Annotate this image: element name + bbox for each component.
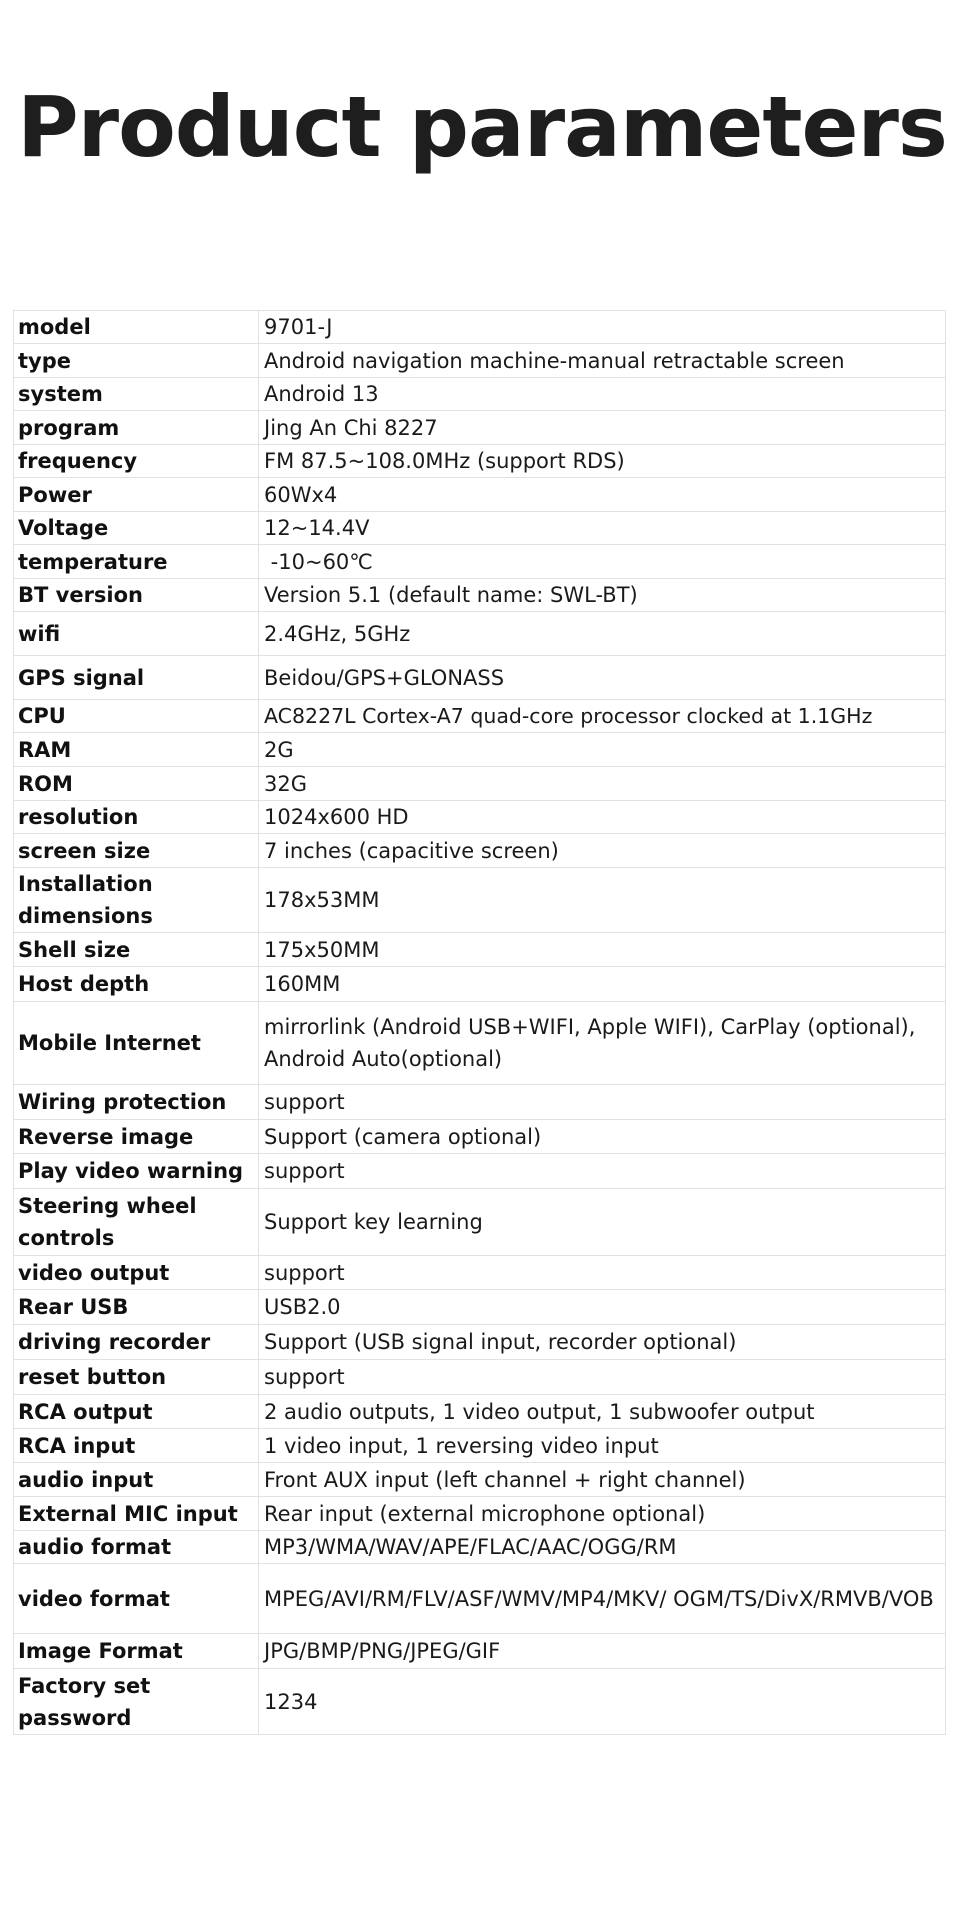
param-value: 1024x600 HD	[259, 801, 946, 834]
param-value: Jing An Chi 8227	[259, 411, 946, 445]
param-label: program	[14, 411, 259, 445]
param-value: 2 audio outputs, 1 video output, 1 subwoofer output	[259, 1395, 946, 1429]
param-value: 160MM	[259, 967, 946, 1002]
param-label: Steering wheel controls	[14, 1189, 259, 1256]
table-row	[14, 1634, 946, 1669]
param-label: Power	[14, 478, 259, 512]
param-label: model	[14, 311, 259, 344]
param-label: Installation dimensions	[14, 868, 259, 933]
table-row	[14, 1564, 946, 1634]
param-label: video format	[14, 1564, 259, 1634]
param-value: Android navigation machine-manual retractable screen	[259, 344, 946, 378]
param-label: Shell size	[14, 933, 259, 967]
table-row	[14, 700, 946, 733]
param-label: Voltage	[14, 512, 259, 545]
param-value: Support (camera optional)	[259, 1120, 946, 1154]
table-row	[14, 612, 946, 656]
param-label: RCA output	[14, 1395, 259, 1429]
param-value: 1 video input, 1 reversing video input	[259, 1429, 946, 1463]
page-title: Product parameters	[17, 78, 947, 176]
param-label: Image Format	[14, 1634, 259, 1669]
table-row	[14, 656, 946, 700]
param-value: support	[259, 1154, 946, 1189]
table-row	[14, 933, 946, 967]
param-label: wifi	[14, 612, 259, 656]
table-row	[14, 1154, 946, 1189]
param-value: USB2.0	[259, 1290, 946, 1325]
table-row	[14, 478, 946, 512]
table-row	[14, 834, 946, 868]
param-label: audio input	[14, 1463, 259, 1497]
table-row	[14, 311, 946, 344]
param-label: video output	[14, 1256, 259, 1290]
param-value: 12~14.4V	[259, 512, 946, 545]
param-label: type	[14, 344, 259, 378]
table-row	[14, 1120, 946, 1154]
param-label: temperature	[14, 545, 259, 579]
param-value: 2G	[259, 733, 946, 767]
param-label: RAM	[14, 733, 259, 767]
table-row	[14, 733, 946, 767]
table-row	[14, 1463, 946, 1497]
param-value: MP3/WMA/WAV/APE/FLAC/AAC/OGG/RM	[259, 1531, 946, 1564]
table-row	[14, 579, 946, 612]
param-value: support	[259, 1256, 946, 1290]
param-label: Wiring protection	[14, 1085, 259, 1120]
param-value: 7 inches (capacitive screen)	[259, 834, 946, 868]
table-row	[14, 1395, 946, 1429]
param-value: Support (USB signal input, recorder optional)	[259, 1325, 946, 1360]
param-label: reset button	[14, 1360, 259, 1395]
param-value: Version 5.1 (default name: SWL-BT)	[259, 579, 946, 612]
param-value: AC8227L Cortex-A7 quad-core processor clocked at 1.1GHz	[259, 700, 946, 733]
param-value: Beidou/GPS+GLONASS	[259, 656, 946, 700]
param-label: External MIC input	[14, 1497, 259, 1531]
param-value: mirrorlink (Android USB+WIFI, Apple WIFI), CarPlay (optional), Android Auto(optional)	[259, 1002, 946, 1085]
param-label: Reverse image	[14, 1120, 259, 1154]
param-label: BT version	[14, 579, 259, 612]
table-row	[14, 1002, 946, 1085]
param-label: audio format	[14, 1531, 259, 1564]
param-label: GPS signal	[14, 656, 259, 700]
param-value: 1234	[259, 1669, 946, 1735]
spec-table	[13, 310, 946, 1735]
param-value: 175x50MM	[259, 933, 946, 967]
table-row	[14, 1189, 946, 1256]
table-row	[14, 1325, 946, 1360]
table-row	[14, 545, 946, 579]
table-row	[14, 967, 946, 1002]
param-value: 2.4GHz, 5GHz	[259, 612, 946, 656]
table-row	[14, 344, 946, 378]
table-row	[14, 1531, 946, 1564]
param-value: MPEG/AVI/RM/FLV/ASF/WMV/MP4/MKV/ OGM/TS/DivX/RMVB/VOB	[259, 1564, 946, 1634]
table-row	[14, 1085, 946, 1120]
param-label: system	[14, 378, 259, 411]
param-value: Rear input (external microphone optional)	[259, 1497, 946, 1531]
table-row	[14, 1290, 946, 1325]
param-value: JPG/BMP/PNG/JPEG/GIF	[259, 1634, 946, 1669]
param-label: Mobile Internet	[14, 1002, 259, 1085]
param-value: 60Wx4	[259, 478, 946, 512]
param-label: resolution	[14, 801, 259, 834]
param-label: frequency	[14, 445, 259, 478]
table-row	[14, 411, 946, 445]
param-label: RCA input	[14, 1429, 259, 1463]
table-row	[14, 378, 946, 411]
table-row	[14, 1256, 946, 1290]
param-value: 178x53MM	[259, 868, 946, 933]
param-label: Factory set password	[14, 1669, 259, 1735]
table-row	[14, 1429, 946, 1463]
param-label: Play video warning	[14, 1154, 259, 1189]
param-label: Rear USB	[14, 1290, 259, 1325]
table-row	[14, 1497, 946, 1531]
table-row	[14, 1669, 946, 1735]
param-value: support	[259, 1085, 946, 1120]
param-value: 9701-J	[259, 311, 946, 344]
param-value: FM 87.5~108.0MHz (support RDS)	[259, 445, 946, 478]
param-value: Android 13	[259, 378, 946, 411]
table-row	[14, 1360, 946, 1395]
param-label: CPU	[14, 700, 259, 733]
param-label: screen size	[14, 834, 259, 868]
table-row	[14, 868, 946, 933]
param-value: -10~60℃	[259, 545, 946, 579]
table-row	[14, 767, 946, 801]
param-label: ROM	[14, 767, 259, 801]
table-row	[14, 512, 946, 545]
table-row	[14, 445, 946, 478]
table-row	[14, 801, 946, 834]
param-label: driving recorder	[14, 1325, 259, 1360]
param-value: support	[259, 1360, 946, 1395]
param-value: Front AUX input (left channel + right channel)	[259, 1463, 946, 1497]
param-label: Host depth	[14, 967, 259, 1002]
param-value: Support key learning	[259, 1189, 946, 1256]
param-value: 32G	[259, 767, 946, 801]
